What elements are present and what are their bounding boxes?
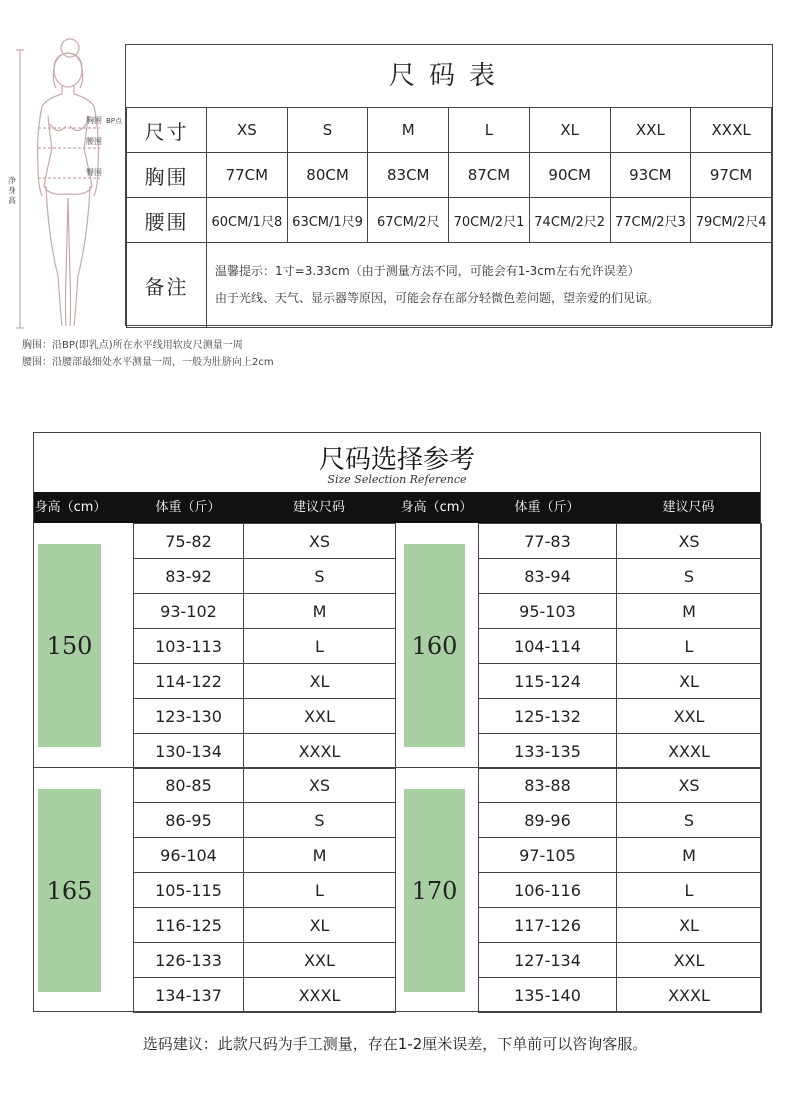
weight-cell: 83-88 [479,768,617,803]
table-row [134,664,396,699]
table-row [479,629,762,664]
weight-cell: 123-130 [134,699,244,734]
weight-cell: 97-105 [479,838,617,873]
table-row [479,803,762,838]
bust-cell: 77CM [207,153,288,198]
table-row [479,768,762,803]
weight-table-150 [133,523,396,769]
size-cell: XXXL [244,734,396,769]
weight-cell: 89-96 [479,803,617,838]
weight-cell: 125-132 [479,699,617,734]
waist-cell: 70CM/2尺1 [449,198,530,243]
header-weight-left: 体重（斤） [155,500,221,515]
size-cell: L [449,108,530,153]
table-row [134,873,396,908]
note-body [207,243,772,328]
weight-cell: 133-135 [479,734,617,769]
table-row [134,978,396,1013]
weight-cell: 106-116 [479,873,617,908]
size-cell: XXL [617,943,762,978]
waist-row-label: 腰围 [127,198,207,243]
header-size-left: 建议尺码 [292,500,345,515]
weight-cell: 105-115 [134,873,244,908]
size-cell: XL [244,908,396,943]
size-cell: XXL [244,943,396,978]
note-row [127,243,772,328]
size-cell: L [617,629,762,664]
size-cell: L [617,873,762,908]
height-value: 165 [46,876,93,905]
weight-cell: 135-140 [479,978,617,1013]
size-cell: M [244,594,396,629]
table-row [134,734,396,769]
weight-cell: 103-113 [134,629,244,664]
weight-cell: 127-134 [479,943,617,978]
table-row [134,908,396,943]
size-cell: S [287,108,368,153]
height-block-150 [38,544,101,747]
header-height-right: 身高（cm） [400,500,473,515]
height-value: 150 [46,631,93,660]
size-row [127,108,772,153]
table-row [479,978,762,1013]
waist-cell: 67CM/2尺 [368,198,449,243]
table-row [479,838,762,873]
size-chart [125,44,773,326]
weight-cell: 77-83 [479,524,617,559]
table-row [479,734,762,769]
weight-table-160 [478,523,762,769]
bust-cell: 83CM [368,153,449,198]
body-measurement-figure [8,36,126,336]
weight-cell: 117-126 [479,908,617,943]
height-block-160 [404,544,465,747]
weight-cell: 116-125 [134,908,244,943]
size-cell: XS [244,524,396,559]
weight-cell: 86-95 [134,803,244,838]
footer-advice: 选码建议：此款尺码为手工测量，存在1-2厘米误差，下单前可以咨询客服。 [142,1035,648,1053]
size-cell: M [244,838,396,873]
weight-cell: 83-92 [134,559,244,594]
reference-subtitle: Size Selection Reference [327,473,467,486]
note-row-label: 备注 [127,243,207,328]
group-divider-left [34,767,133,768]
table-row [479,594,762,629]
size-cell: XXL [617,699,762,734]
weight-cell: 96-104 [134,838,244,873]
bust-cell: 93CM [610,153,691,198]
height-block-165 [38,789,101,992]
bust-label: 胸围 [86,116,102,125]
size-cell: M [368,108,449,153]
size-chart-title: 尺码表 [388,61,509,91]
bust-cell: 90CM [529,153,610,198]
bust-cell: 87CM [449,153,530,198]
weight-table-165 [133,767,396,1013]
bp-label: BP点 [106,117,123,125]
size-cell: S [617,803,762,838]
size-cell: XXL [244,699,396,734]
table-row [479,873,762,908]
note-line-1: 温馨提示：1寸=3.33cm（由于测量方法不同，可能会有1-3cm左右允许误差） [215,264,640,278]
weight-cell: 93-102 [134,594,244,629]
size-cell: XL [244,664,396,699]
size-cell: XL [617,908,762,943]
size-row-label: 尺寸 [127,108,207,153]
table-row [479,524,762,559]
weight-cell: 134-137 [134,978,244,1013]
waist-cell: 63CM/1尺9 [287,198,368,243]
weight-table-170 [478,767,762,1013]
weight-cell: 75-82 [134,524,244,559]
height-block-170 [404,789,465,992]
waist-note: 腰围：沿腰部最细处水平测量一周，一般为肚脐向上2cm [22,357,274,368]
size-cell: S [244,803,396,838]
size-cell: XL [529,108,610,153]
size-cell: S [244,559,396,594]
waist-cell: 79CM/2尺4 [691,198,772,243]
size-cell: M [617,594,762,629]
table-row [479,908,762,943]
bust-cell: 80CM [287,153,368,198]
reference-title: 尺码选择参考 [318,445,475,475]
table-row [134,943,396,978]
waist-cell: 77CM/2尺3 [610,198,691,243]
table-row [134,559,396,594]
table-row [479,559,762,594]
size-cell: XS [617,768,762,803]
size-cell: XXXL [617,978,762,1013]
note-line-2: 由于光线、天气、显示器等原因，可能会存在部分轻微色差问题，望亲爱的们见谅。 [215,291,660,305]
bust-row [127,153,772,198]
table-row [479,943,762,978]
size-cell: XS [617,524,762,559]
size-cell: L [244,629,396,664]
table-row [134,629,396,664]
weight-cell: 83-94 [479,559,617,594]
size-cell: XXXL [691,108,772,153]
bust-note: 胸围：沿BP(即乳点)所在水平线用软皮尺测量一周 [22,340,243,351]
size-cell: XS [207,108,288,153]
size-cell: XXXL [244,978,396,1013]
size-cell: L [244,873,396,908]
size-cell: XXXL [617,734,762,769]
size-cell: XL [617,664,762,699]
header-weight-right: 体重（斤） [514,500,580,515]
reference-header-bar [34,492,760,523]
waist-row [127,198,772,243]
waist-label: 腰围 [86,137,102,146]
table-row [134,803,396,838]
waist-cell: 60CM/1尺8 [207,198,288,243]
waist-cell: 74CM/2尺2 [529,198,610,243]
height-label: 净身高 [8,176,16,205]
weight-cell: 114-122 [134,664,244,699]
size-cell: M [617,838,762,873]
weight-cell: 126-133 [134,943,244,978]
table-row [134,768,396,803]
weight-cell: 115-124 [479,664,617,699]
weight-cell: 104-114 [479,629,617,664]
table-row [134,838,396,873]
weight-cell: 80-85 [134,768,244,803]
size-cell: XXL [610,108,691,153]
height-value: 160 [411,631,458,660]
table-row [479,699,762,734]
size-selection-reference [33,432,761,1012]
size-cell: XS [244,768,396,803]
size-chart-table [126,107,772,328]
center-divider [395,523,396,1012]
table-row [134,524,396,559]
weight-cell: 95-103 [479,594,617,629]
height-value: 170 [411,876,458,905]
table-row [134,594,396,629]
hip-label: 臀围 [86,168,102,177]
weight-cell: 130-134 [134,734,244,769]
header-size-right: 建议尺码 [662,500,715,515]
bust-cell: 97CM [691,153,772,198]
bust-row-label: 胸围 [127,153,207,198]
table-row [479,664,762,699]
header-height-left: 身高（cm） [34,500,107,515]
table-row [134,699,396,734]
woman-silhouette-icon [8,36,126,336]
size-cell: S [617,559,762,594]
group-divider-right [395,767,478,768]
